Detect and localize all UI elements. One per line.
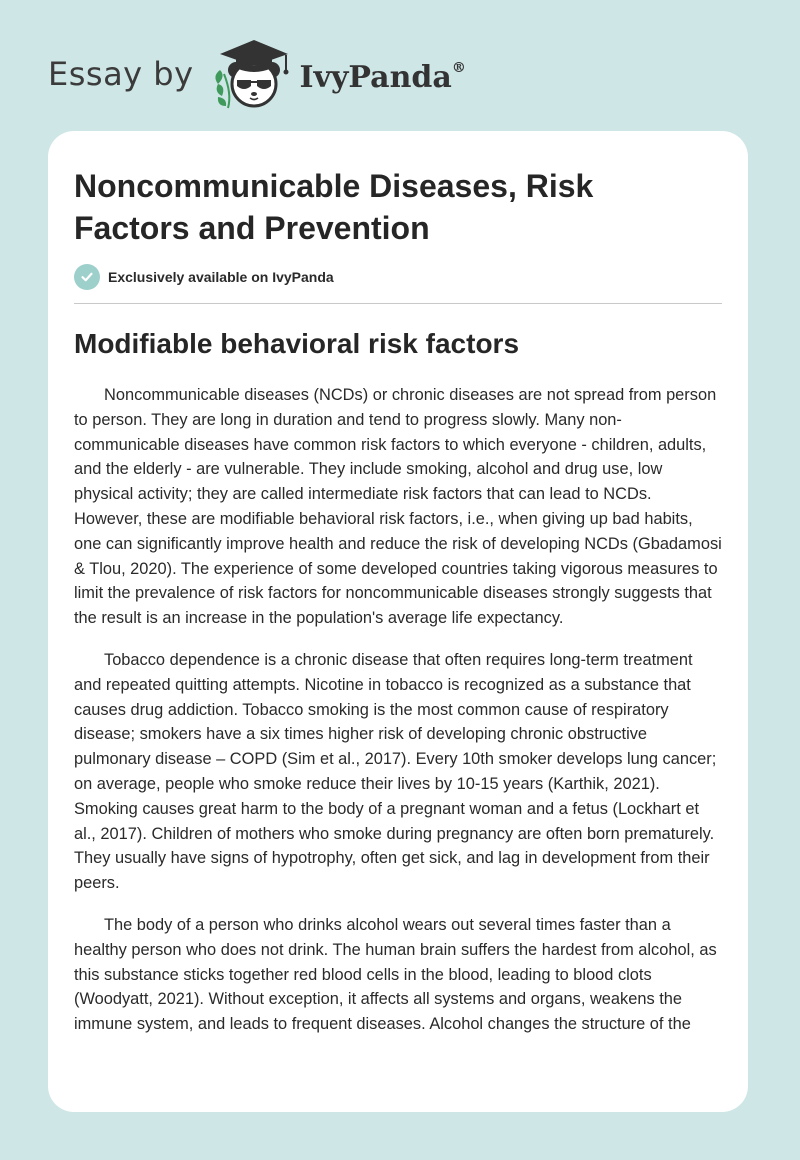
exclusive-badge xyxy=(74,264,334,290)
divider xyxy=(74,303,722,304)
essay-title: Noncommunicable Diseases, Risk Factors and Prevention xyxy=(74,168,594,246)
panda-logo-icon[interactable] xyxy=(210,36,294,112)
essay-card xyxy=(48,131,748,1112)
section-heading: Modifiable behavioral risk factors xyxy=(74,328,520,359)
paragraph-2: Tobacco dependence is a chronic disease that often requires long-term treatment and repeated quitting attempts. Nicotine in tobacco is recognized as a substance that causes drug addiction. Tobacco smoking is the most common cause of respiratory disease; smokers have a six times higher risk of developing chronic obstructive pulmonary disease – COPD (Sim et al., 2017). Every 10th smoker develops lung cancer; on average, people who smoke reduce their lives by 10-15 years (Karthik, 2021). Smoking causes great harm to the body of a pregnant woman and a fetus (Lockhart et al., 2017). Children of mothers who smoke during pregnancy are often born prematurely. They usually have signs of hypotrophy, often get sick, and lag in development from their peers. xyxy=(74,650,717,893)
essay-body xyxy=(74,383,724,1054)
brand-name[interactable] xyxy=(300,60,466,95)
check-icon xyxy=(74,264,100,290)
essay-by-label: Essay by xyxy=(48,55,194,93)
brand-name-text: IvyPanda xyxy=(299,59,452,95)
paragraph-1: Noncommunicable diseases (NCDs) or chronic diseases are not spread from person to person. They are long in duration and tend to progress slowly. Many non-communicable diseases have common risk factors to which everyone - children, adults, and the elderly - are vulnerable. They include smoking, alcohol and drug use, low physical activity; they are called intermediate risk factors that can lead to NCDs. However, these are modifiable behavioral risk factors, i.e., when giving up bad habits, one can significantly improve health and reduce the risk of developing NCDs (Gbadamosi & Tlou, 2020). The experience of some developed countries taking vigorous measures to limit the prevalence of risk factors for noncommunicable diseases strongly suggests that the result is an increase in the population's average life expectancy. xyxy=(74,386,722,628)
registered-mark: ® xyxy=(451,59,466,76)
exclusive-label: Exclusively available on IvyPanda xyxy=(108,269,334,285)
site-header xyxy=(48,34,466,114)
paragraph-3: The body of a person who drinks alcohol wears out several times faster than a healthy person who does not drink. The human brain suffers the hardest from alcohol, as this substance sticks together red blood cells in the blood, leading to blood clots (Woodyatt, 2021). Without exception, it affects all systems and organs, weakens the immune system, and leads to frequent diseases. Alcohol changes the structure of the xyxy=(74,915,717,1034)
